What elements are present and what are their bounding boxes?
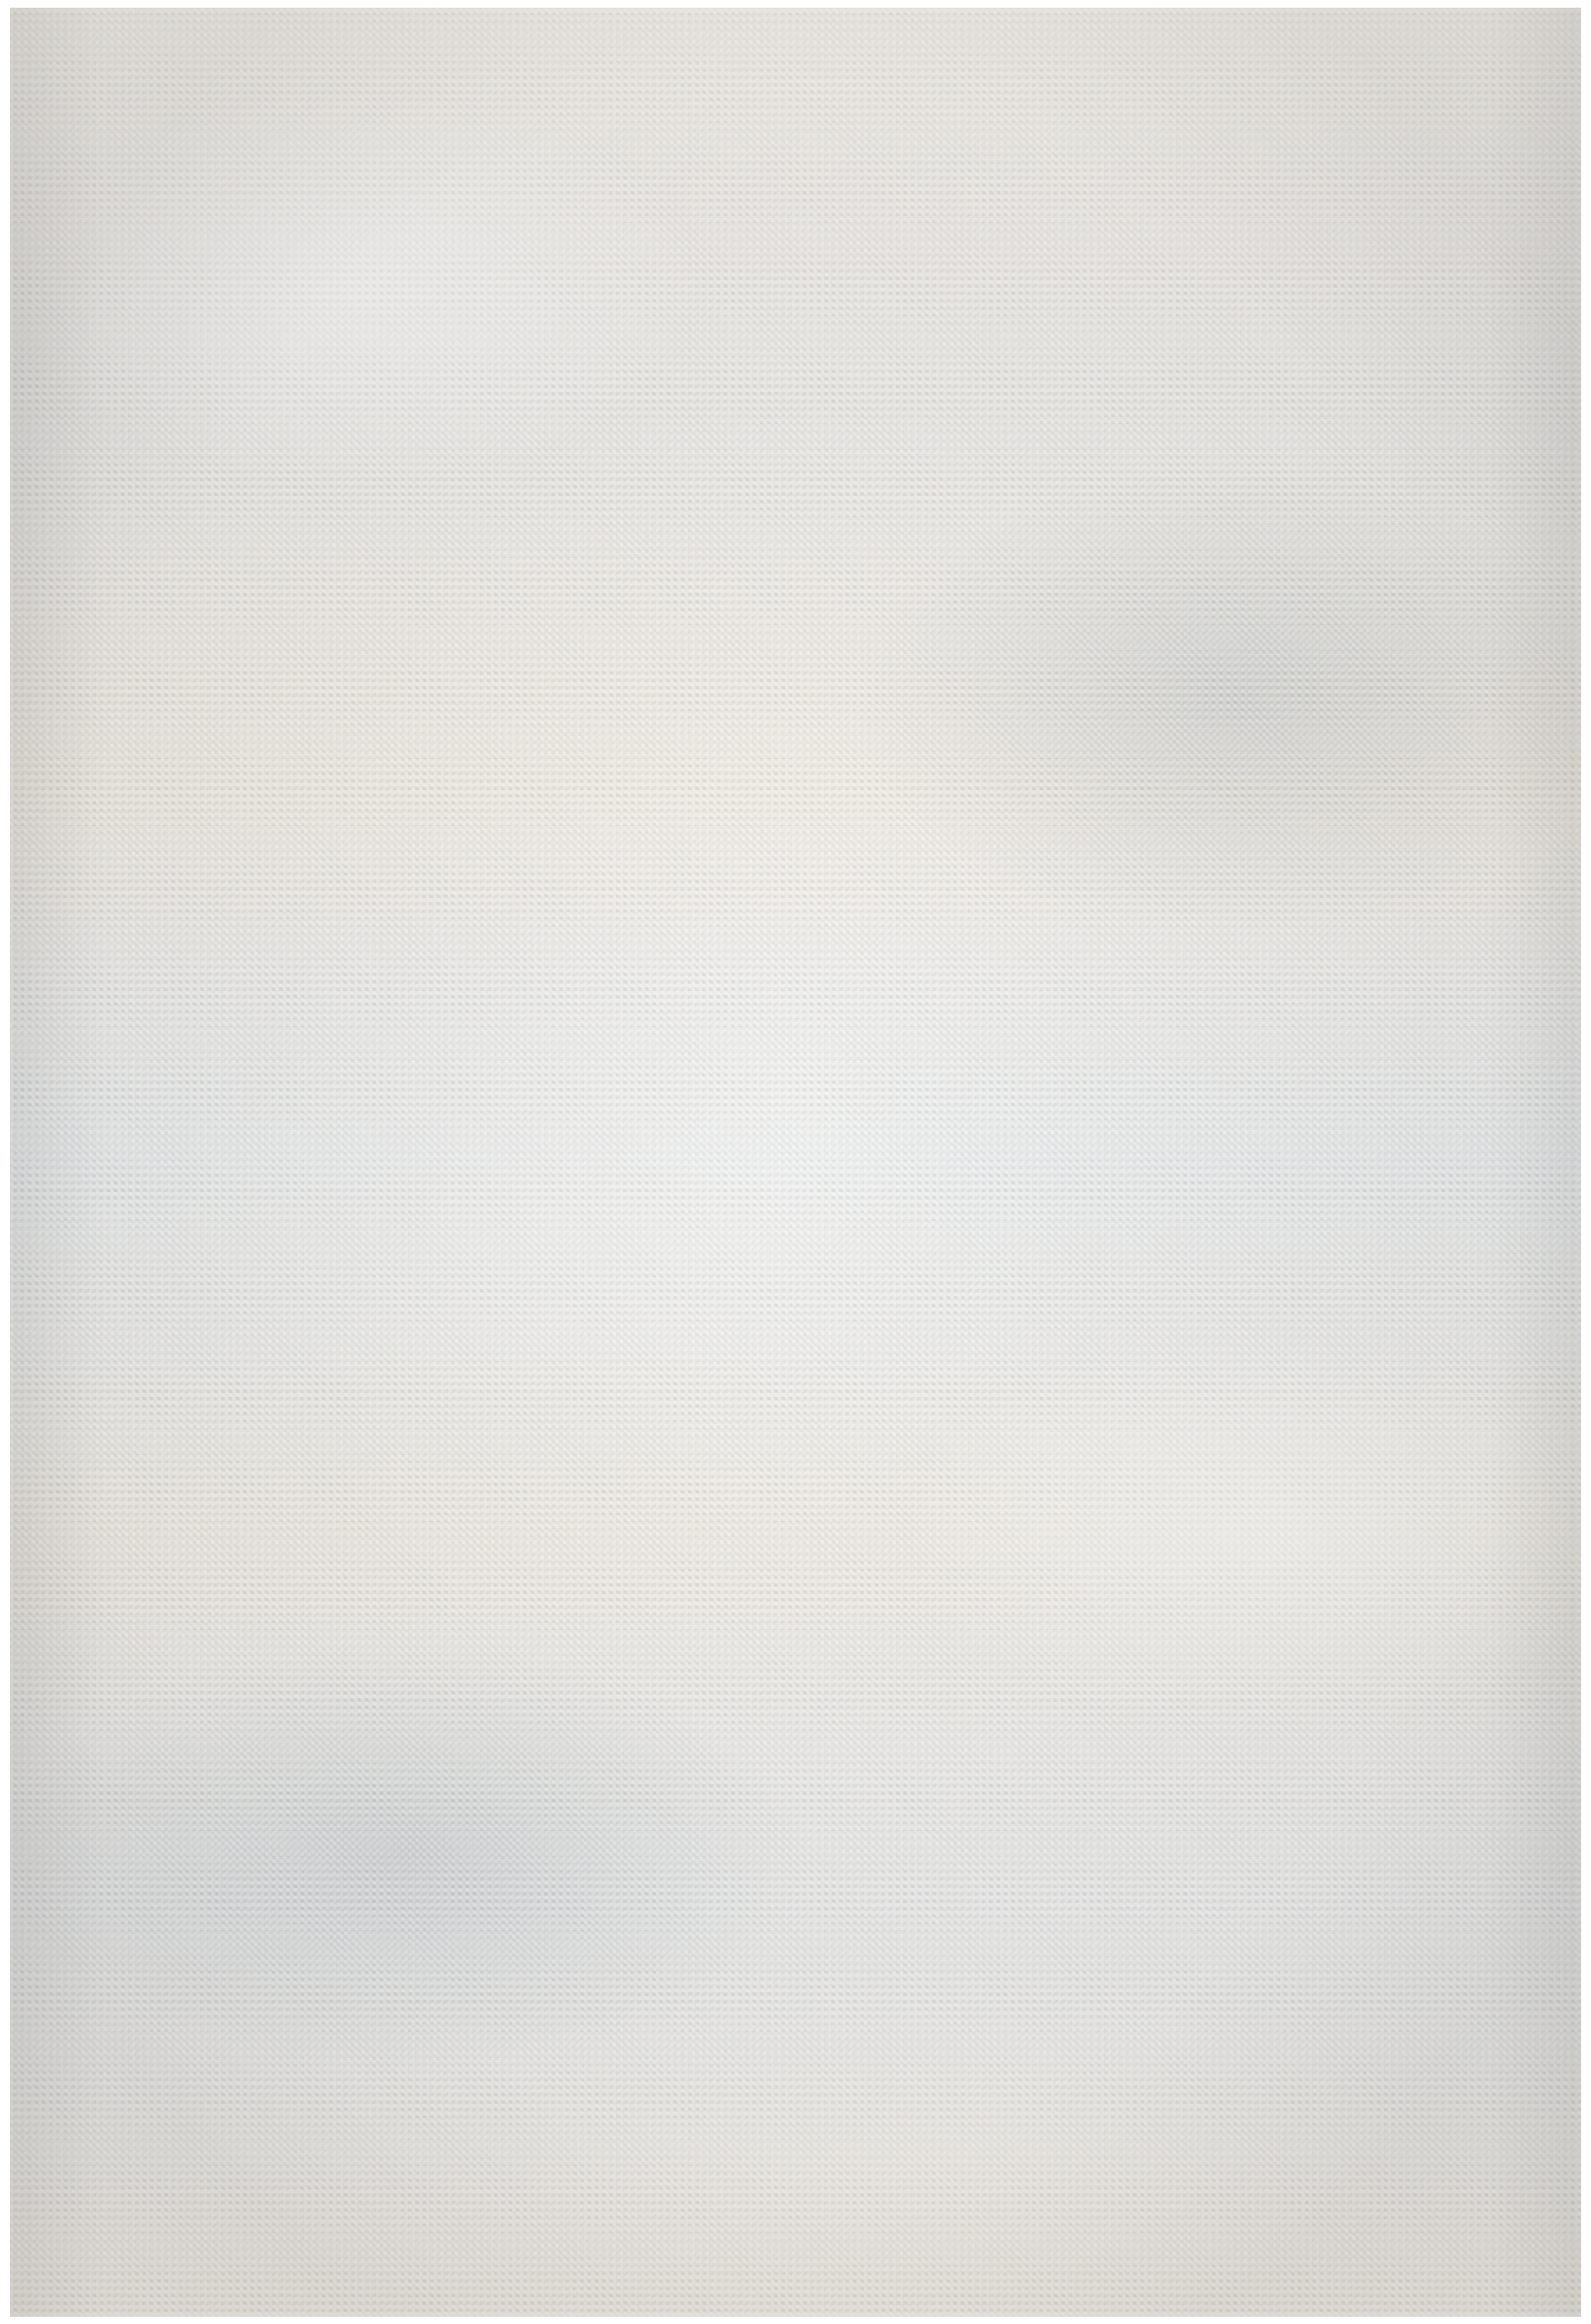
rug-edge-top: [10, 8, 1581, 13]
rug-edge-left: [10, 8, 14, 2317]
rug-edge-right: [1577, 8, 1581, 2317]
image-alt-text: [0, 0, 1, 1]
rug-texture-photo: [10, 8, 1581, 2317]
rug-edge-bottom: [10, 2311, 1581, 2317]
